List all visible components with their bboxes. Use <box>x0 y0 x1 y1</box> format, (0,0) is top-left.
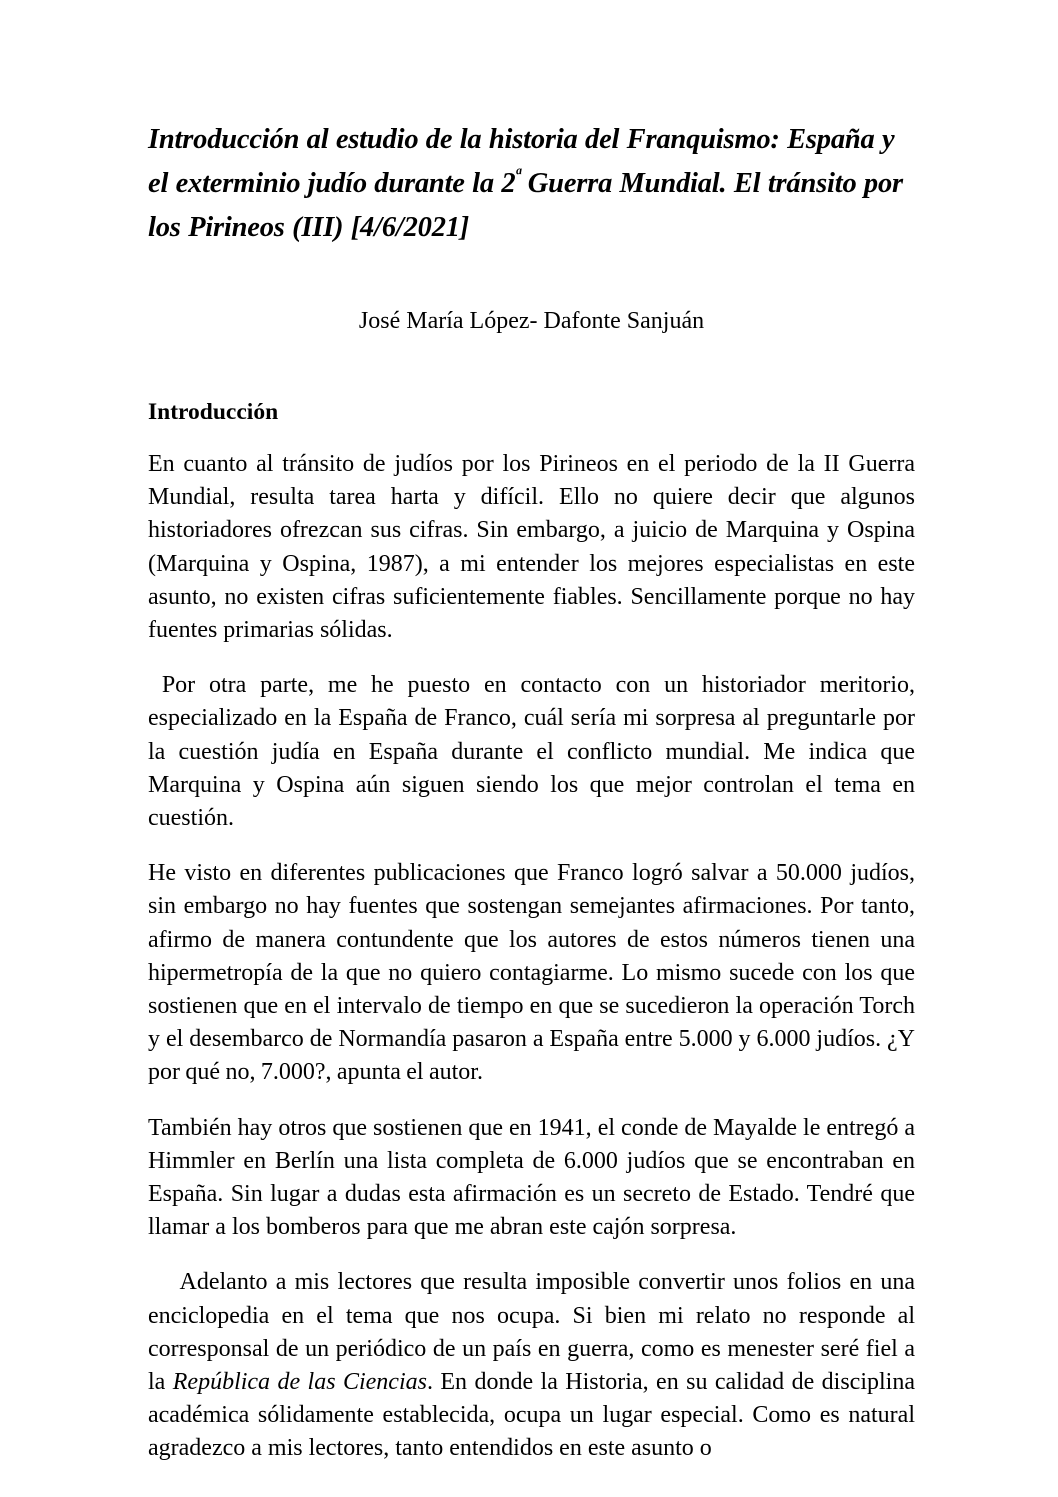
paragraph-2-text: Por otra parte, me he puesto en contacto con un historiador meritorio, especializado en la España de Franco, cuál sería mi sorpresa al preguntarle por la cuestión judía en España durante el conflicto mundial. Me indica que Marquina y Ospina aún siguen siendo los que mejor controlan el tema en cuestión. <box>148 672 916 832</box>
title-line-2-post-ordinal: Guerra Mundial. El tránsito por <box>520 168 903 199</box>
paragraph-3-text: He visto en diferentes publicaciones que Franco logró salvar a 50.000 judíos, sin embargo no hay fuentes que sostengan semejantes afirmaciones. Por tanto, afirmo de manera contundente que los autores de estos números tienen una hipermetropía de la que no quiero contagiarme. Lo mismo sucede con los que sostienen que en el intervalo de tiempo en que se sucedieron la operación Torch y el desembarco de Normandía pasaron a España entre 5.000 y 6.000 judíos. ¿Y por qué no, 7.000?, apunta el autor. <box>148 860 915 1086</box>
paragraph-5-indent <box>148 1269 180 1295</box>
italic-work-title: República de las Ciencias <box>172 1369 427 1396</box>
paragraph-1-text: En cuanto al tránsito de judíos por los Pirineos en el periodo de la II Guerra Mundial, resulta tarea harta y difícil. Ello no quiere decir que algunos historiadores ofrezcan sus cifras. Sin embargo, a juicio de Marquina y Ospina (Marquina y Ospina, 1987), a mi entender los mejores especialistas en este asunto, no existen cifras suficientemente fiables. Sencillamente porque no hay fuentes primarias sólidas. <box>148 451 915 644</box>
title-line-2-pre-ordinal: el exterminio judío durante la 2 <box>148 168 516 199</box>
paragraph-2-indent <box>148 672 162 698</box>
paragraph-5-text-part-1: Adelanto a mis lectores que resulta imposible convertir unos folios en una enciclopedia en el tema que nos ocupa. Si bien mi relato no responde al corresponsal de un periódico de un país en guerra, como es menester seré fiel a la <box>148 1269 915 1396</box>
author-byline: José María López- Dafonte Sanjuán <box>358 308 705 334</box>
title-line-3: los Pirineos (III) [4/6/2021] <box>148 212 470 243</box>
paragraph-2 <box>148 647 915 835</box>
section-heading-introduccion: Introducción <box>148 399 279 425</box>
paragraph-5 <box>148 1244 915 1465</box>
page-title <box>148 0 915 250</box>
paragraph-1 <box>148 426 915 647</box>
page-content-column <box>148 0 915 1466</box>
title-line-1: Introducción al estudio de la historia del Franquismo: España y <box>148 124 895 155</box>
paragraph-5-text-part-2: . En donde la Historia, en su calidad de disciplina académica sólidamente establecida, ocupa un lugar especial. Como es natural agradezco a mis lectores, tanto entendidos en este asunto o <box>148 1369 915 1462</box>
title-ordinal-superscript: ª <box>515 165 521 187</box>
paragraph-4 <box>148 1090 915 1245</box>
paragraph-3 <box>148 835 915 1089</box>
paragraph-4-text: También hay otros que sostienen que en 1941, el conde de Mayalde le entregó a Himmler en Berlín una lista completa de 6.000 judíos que se encontraban en España. Sin lugar a dudas esta afirmación es un secreto de Estado. Tendré que llamar a los bomberos para que me abran este cajón sorpresa. <box>148 1114 915 1241</box>
